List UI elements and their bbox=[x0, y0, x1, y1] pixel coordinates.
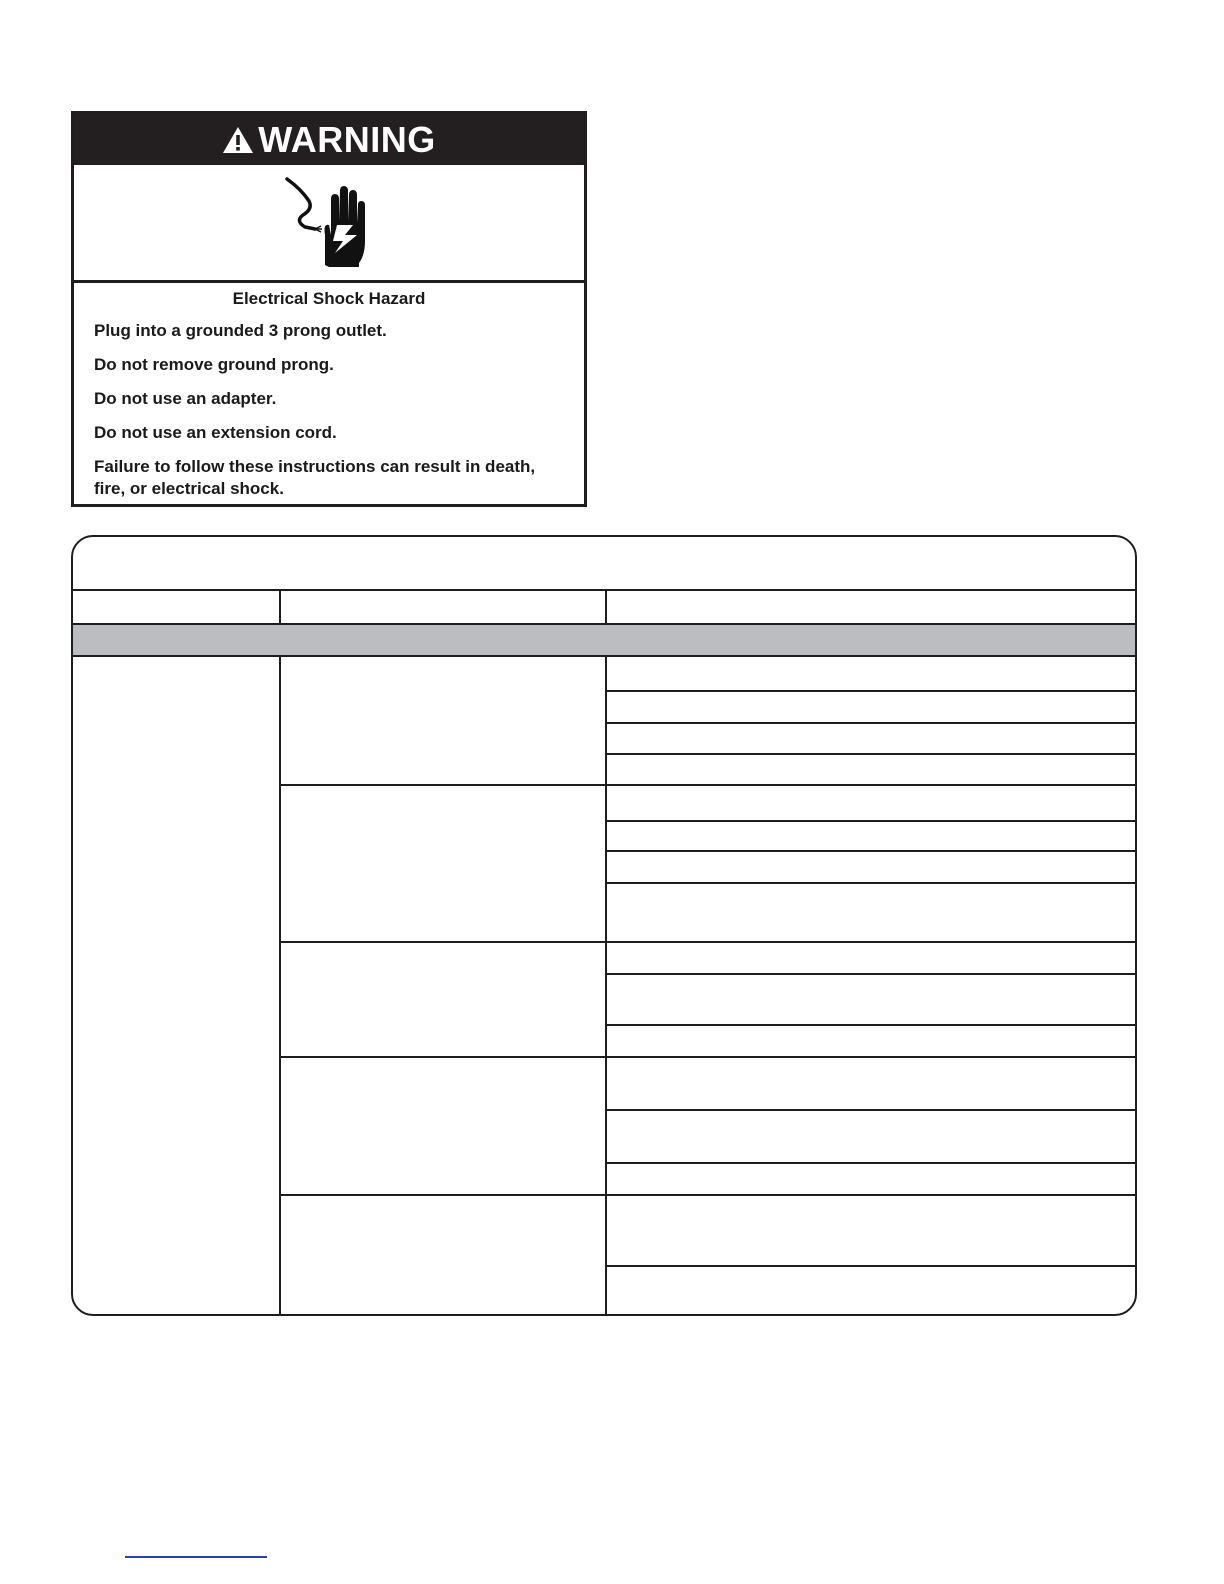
warning-text-block bbox=[74, 283, 584, 500]
warning-header bbox=[74, 114, 584, 165]
row-rule bbox=[605, 1162, 1135, 1164]
row-rule bbox=[605, 973, 1135, 975]
row-rule bbox=[605, 941, 1135, 943]
warning-title: WARNING bbox=[258, 118, 436, 160]
hazard-title: Electrical Shock Hazard bbox=[232, 289, 426, 308]
row-rule bbox=[605, 690, 1135, 692]
row-rule bbox=[605, 820, 1135, 822]
row-rule bbox=[605, 1056, 1135, 1058]
row-rule bbox=[605, 722, 1135, 724]
triangle-exclamation-icon bbox=[222, 126, 254, 154]
row-rule bbox=[605, 1109, 1135, 1111]
group-rule bbox=[279, 1194, 607, 1196]
row-rule bbox=[605, 1024, 1135, 1026]
column-divider bbox=[279, 655, 281, 1314]
electrical-shock-hand-icon bbox=[279, 175, 379, 271]
row-rule bbox=[605, 784, 1135, 786]
row-rule bbox=[605, 1265, 1135, 1267]
troubleshooting-table bbox=[71, 535, 1137, 1316]
row-rule bbox=[605, 882, 1135, 884]
column-divider bbox=[279, 589, 281, 623]
warning-label bbox=[71, 111, 587, 507]
group-rule bbox=[279, 1056, 607, 1058]
column-divider bbox=[605, 589, 607, 623]
instruction-line: Do not use an adapter. bbox=[94, 389, 277, 408]
instruction-line: Failure to follow these instructions can result in death, fire, or electrical shock. bbox=[94, 457, 536, 498]
group-rule bbox=[279, 784, 607, 786]
hazard-icon-area bbox=[74, 165, 584, 283]
instruction-line: Do not use an extension cord. bbox=[94, 423, 337, 442]
category-band bbox=[73, 623, 1135, 657]
table-rule bbox=[73, 589, 1135, 591]
row-rule bbox=[605, 753, 1135, 755]
row-rule bbox=[605, 1194, 1135, 1196]
footer-link-underline[interactable] bbox=[125, 1556, 267, 1558]
group-rule bbox=[279, 941, 607, 943]
instruction-line: Do not remove ground prong. bbox=[94, 355, 334, 374]
instruction-line: Plug into a grounded 3 prong outlet. bbox=[94, 321, 387, 340]
row-rule bbox=[605, 850, 1135, 852]
